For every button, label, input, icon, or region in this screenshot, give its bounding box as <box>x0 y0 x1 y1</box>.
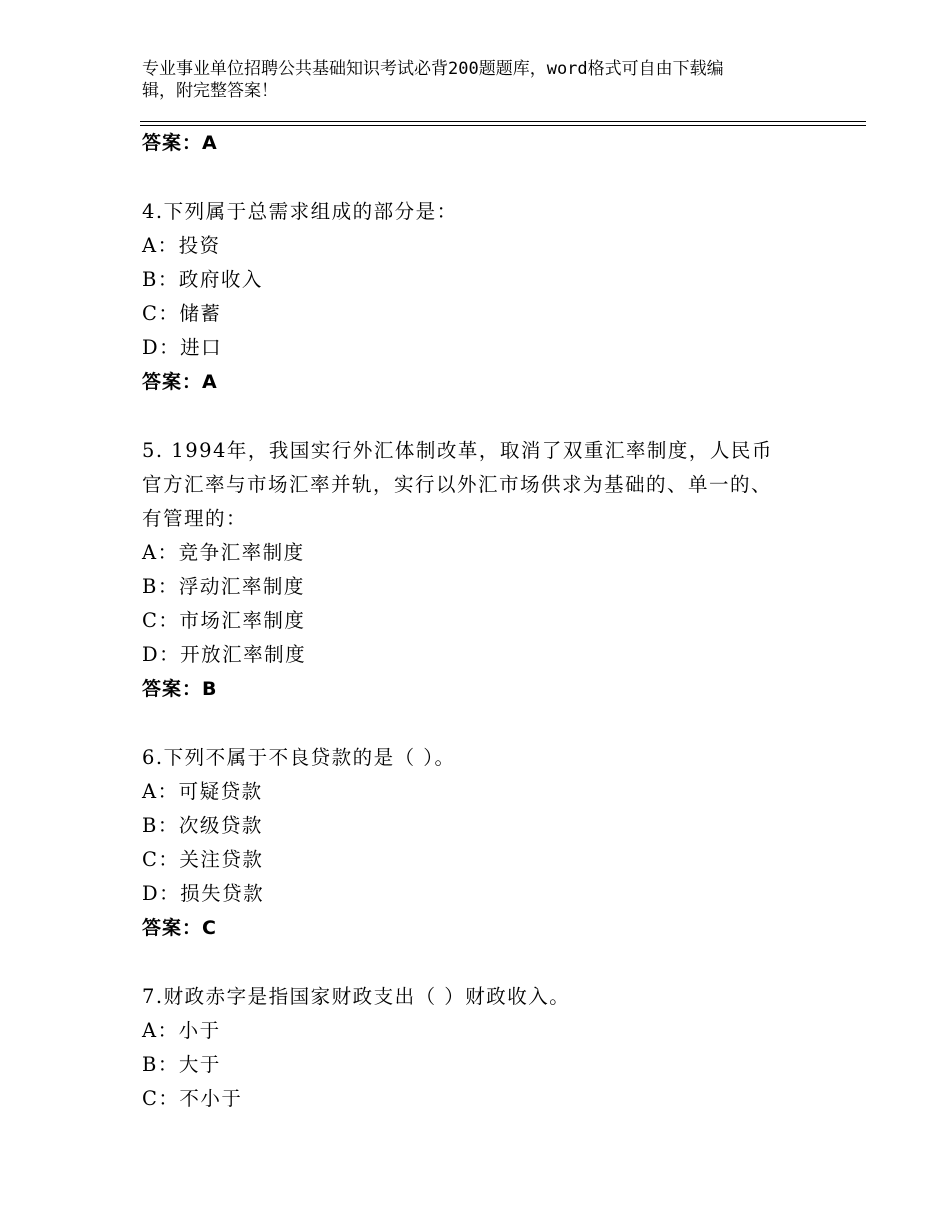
question-5-answer: 答案：B <box>142 678 218 700</box>
question-5-stem-line-1: 5. 1994年，我国实行外汇体制改革，取消了双重汇率制度，人民币 <box>142 439 773 462</box>
question-7-option-b: B：大于 <box>142 1053 221 1076</box>
question-6-option-c: C：关注贷款 <box>142 848 264 871</box>
question-6-option-b: B：次级贷款 <box>142 814 263 837</box>
question-4-option-c: C：储蓄 <box>142 302 222 325</box>
previous-answer: 答案：A <box>142 132 218 154</box>
question-5-option-c: C：市场汇率制度 <box>142 609 306 632</box>
question-4-answer: 答案：A <box>142 371 218 393</box>
header-divider <box>140 121 866 122</box>
question-5-option-b: B：浮动汇率制度 <box>142 575 305 598</box>
question-4-option-b: B：政府收入 <box>142 268 263 291</box>
question-6-stem: 6.下列不属于不良贷款的是（ ）。 <box>142 746 456 769</box>
header-title-line-1: 专业事业单位招聘公共基础知识考试必背200题题库，word格式可自由下载编 <box>142 59 724 79</box>
question-6-option-a: A：可疑贷款 <box>142 780 263 803</box>
question-5-option-d: D：开放汇率制度 <box>142 643 307 666</box>
question-4-option-d: D：进口 <box>142 336 223 359</box>
question-7-option-a: A：小于 <box>142 1019 221 1042</box>
question-7-option-c: C：不小于 <box>142 1087 243 1110</box>
question-6-option-d: D：损失贷款 <box>142 882 265 905</box>
question-5-option-a: A：竞争汇率制度 <box>142 541 305 564</box>
question-6-answer: 答案：C <box>142 917 217 939</box>
question-4-stem: 4.下列属于总需求组成的部分是： <box>142 200 458 223</box>
question-5-stem-line-3: 有管理的： <box>142 507 248 530</box>
question-7-stem: 7.财政赤字是指国家财政支出（ ）财政收入。 <box>142 985 571 1008</box>
question-5-stem-line-2: 官方汇率与市场汇率并轨，实行以外汇市场供求为基础的、单一的、 <box>142 473 773 496</box>
question-4-option-a: A：投资 <box>142 234 221 257</box>
page-header <box>142 58 802 102</box>
header-title-line-2: 辑，附完整答案！ <box>142 81 278 101</box>
header-divider-second <box>140 125 866 126</box>
